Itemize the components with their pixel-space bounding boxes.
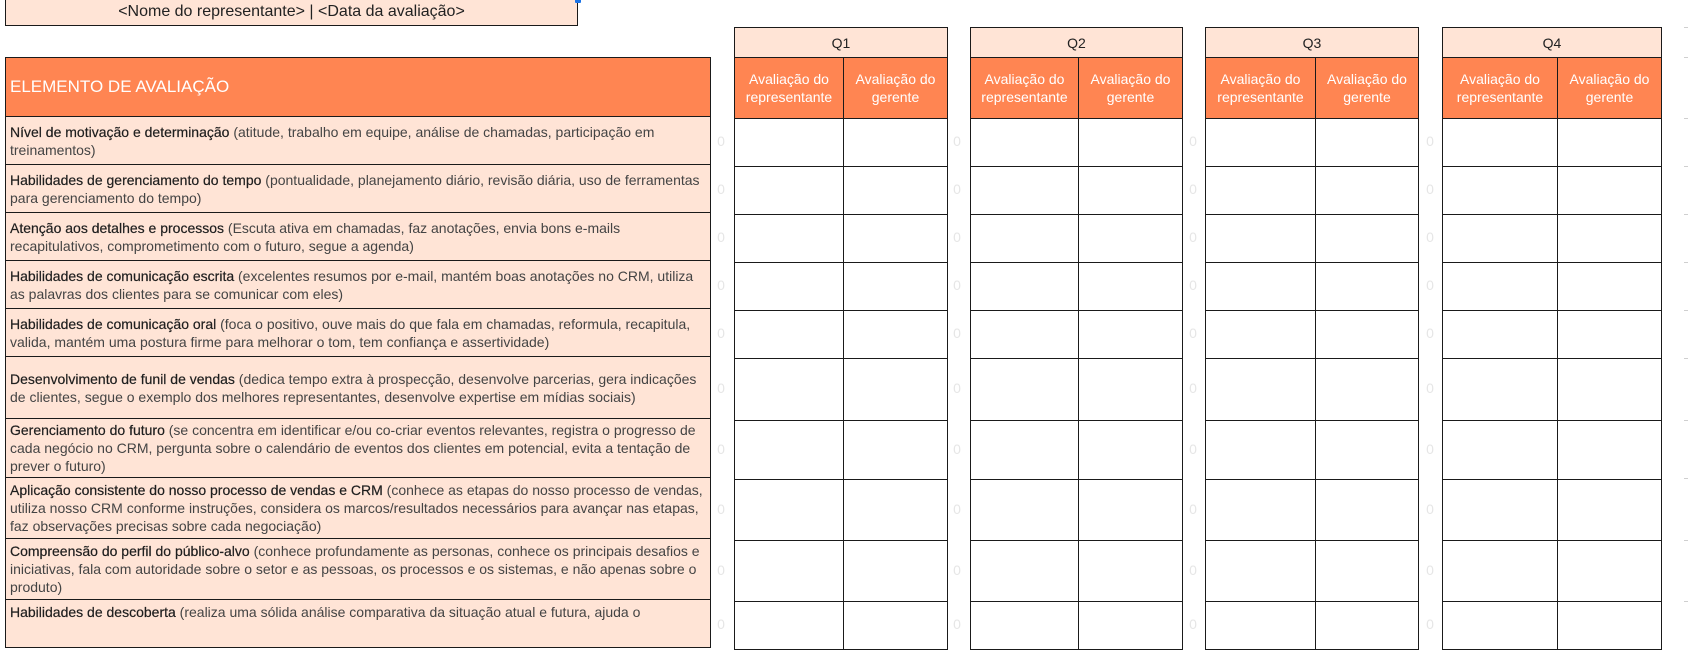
element-row[interactable]: Atenção aos detalhes e processos (Escuta ativa em chamadas, faz anotações, envia bons e-mails recapitulativos, comprometimento com o futuro, segue a agenda) <box>6 213 711 261</box>
mgr-rating-cell[interactable] <box>844 602 948 650</box>
mgr-rating-cell[interactable] <box>1558 311 1662 359</box>
mgr-rating-cell[interactable] <box>1079 167 1183 215</box>
mgr-rating-cell[interactable] <box>1316 602 1419 650</box>
gridline-tick <box>1684 166 1688 167</box>
quarter-q3-table <box>1205 27 1419 650</box>
element-row[interactable]: Habilidades de comunicação oral (foca o positivo, ouve mais do que fala em chamadas, reformula, recapitula, valida, mantém uma postura firme para melhorar o tom, tem confiança e assertividade) <box>6 309 711 357</box>
rep-rating-cell[interactable] <box>1206 263 1316 311</box>
evaluation-elements-table <box>5 57 711 648</box>
rep-rating-cell[interactable] <box>971 263 1079 311</box>
rep-rating-cell[interactable] <box>735 119 844 167</box>
score-zero-value: 0 <box>717 229 725 245</box>
rep-rating-cell[interactable] <box>1443 119 1558 167</box>
rep-rating-cell[interactable] <box>971 480 1079 541</box>
score-zero-value: 0 <box>717 380 725 396</box>
score-zero-value: 0 <box>1189 325 1197 341</box>
mgr-rating-cell[interactable] <box>1558 480 1662 541</box>
score-zero-value: 0 <box>1189 181 1197 197</box>
score-zero-value: 0 <box>717 133 725 149</box>
rep-rating-cell[interactable] <box>1206 541 1316 602</box>
element-row[interactable]: Aplicação consistente do nosso processo de vendas e CRM (conhece as etapas do nosso processo de vendas, utiliza nosso CRM conforme instruções, considera os marcos/resultados necessários para avançar nas etapas, faz observações precisas sobre cada negociação) <box>6 478 711 539</box>
rep-rating-cell[interactable] <box>1206 311 1316 359</box>
mgr-rating-cell[interactable] <box>844 480 948 541</box>
score-zero-value: 0 <box>953 616 961 632</box>
rep-rating-cell[interactable] <box>1443 602 1558 650</box>
col-mgr-rating-header: Avaliação do gerente <box>1316 58 1419 119</box>
rep-rating-cell[interactable] <box>735 359 844 421</box>
score-zero-value: 0 <box>1426 229 1434 245</box>
score-zero-value: 0 <box>717 440 725 457</box>
score-zero-value: 0 <box>953 229 961 245</box>
score-zero-value: 0 <box>717 181 725 197</box>
score-zero-value: 0 <box>1189 277 1197 293</box>
score-zero-value: 0 <box>953 133 961 149</box>
mgr-rating-cell[interactable] <box>844 263 948 311</box>
col-mgr-rating-header: Avaliação do gerente <box>844 58 948 119</box>
score-zero-value: 0 <box>717 616 725 632</box>
mgr-rating-cell[interactable] <box>1558 602 1662 650</box>
element-row[interactable]: Habilidades de gerenciamento do tempo (pontualidade, planejamento diário, revisão diária, uso de ferramentas para gerenciamento do tempo) <box>6 165 711 213</box>
mgr-rating-cell[interactable] <box>1316 480 1419 541</box>
quarter-title: Q1 <box>735 28 948 58</box>
score-zero-value: 0 <box>1426 380 1434 396</box>
rep-rating-cell[interactable] <box>971 167 1079 215</box>
score-zero-value: 0 <box>1426 616 1434 632</box>
rep-rating-cell[interactable] <box>1443 541 1558 602</box>
mgr-rating-cell[interactable] <box>844 421 948 480</box>
rep-rating-cell[interactable] <box>971 119 1079 167</box>
quarter-q4-table <box>1442 27 1662 650</box>
rep-rating-cell[interactable] <box>1206 602 1316 650</box>
mgr-rating-cell[interactable] <box>1316 119 1419 167</box>
rep-rating-cell[interactable] <box>971 602 1079 650</box>
rep-rating-cell[interactable] <box>971 311 1079 359</box>
score-zero-value: 0 <box>717 325 725 341</box>
mgr-rating-cell[interactable] <box>1079 359 1183 421</box>
rep-rating-cell[interactable] <box>971 359 1079 421</box>
score-zero-value: 0 <box>1189 616 1197 632</box>
mgr-rating-cell[interactable] <box>1558 215 1662 263</box>
quarter-q1-table <box>734 27 948 650</box>
rep-rating-cell[interactable] <box>1443 167 1558 215</box>
gridline-tick <box>1684 57 1688 58</box>
score-zero-value: 0 <box>1189 561 1197 578</box>
gridline-tick <box>1684 27 1688 28</box>
mgr-rating-cell[interactable] <box>844 119 948 167</box>
score-zero-value: 0 <box>953 325 961 341</box>
mgr-rating-cell[interactable] <box>1079 602 1183 650</box>
element-row[interactable]: Desenvolvimento de funil de vendas (dedica tempo extra à prospecção, desenvolve parcerias, gera indicações de clientes, segue o exemplo dos melhores representantes, desenvolve expertise em mídias sociais) <box>6 357 711 419</box>
gridline-tick <box>1684 214 1688 215</box>
score-zero-value: 0 <box>1189 133 1197 149</box>
gridline-tick <box>1684 310 1688 311</box>
rep-rating-cell[interactable] <box>971 215 1079 263</box>
quarter-title: Q4 <box>1443 28 1662 58</box>
mgr-rating-cell[interactable] <box>844 359 948 421</box>
mgr-rating-cell[interactable] <box>844 311 948 359</box>
score-zero-value: 0 <box>1426 325 1434 341</box>
mgr-rating-cell[interactable] <box>1558 541 1662 602</box>
rep-rating-cell[interactable] <box>735 480 844 541</box>
rep-rating-cell[interactable] <box>1206 359 1316 421</box>
score-zero-value: 0 <box>1189 500 1197 517</box>
score-zero-value: 0 <box>1426 181 1434 197</box>
gridline-tick <box>1684 601 1688 602</box>
score-zero-value: 0 <box>1426 277 1434 293</box>
rep-rating-cell[interactable] <box>1443 480 1558 541</box>
score-zero-value: 0 <box>953 181 961 197</box>
score-zero-value: 0 <box>953 500 961 517</box>
mgr-rating-cell[interactable] <box>1558 359 1662 421</box>
mgr-rating-cell[interactable] <box>1316 541 1419 602</box>
elements-header: ELEMENTO DE AVALIAÇÃO <box>6 58 711 117</box>
gridline-tick <box>1684 540 1688 541</box>
mgr-rating-cell[interactable] <box>1316 263 1419 311</box>
rep-rating-cell[interactable] <box>735 263 844 311</box>
score-zero-value: 0 <box>717 500 725 517</box>
rep-rating-cell[interactable] <box>1206 119 1316 167</box>
score-zero-value: 0 <box>953 561 961 578</box>
rep-rating-cell[interactable] <box>735 541 844 602</box>
rep-rating-cell[interactable] <box>735 421 844 480</box>
rep-rating-cell[interactable] <box>735 167 844 215</box>
mgr-rating-cell[interactable] <box>1079 119 1183 167</box>
mgr-rating-cell[interactable] <box>1316 421 1419 480</box>
rep-rating-cell[interactable] <box>1443 359 1558 421</box>
rep-rating-cell[interactable] <box>735 602 844 650</box>
mgr-rating-cell[interactable] <box>1316 167 1419 215</box>
rep-rating-cell[interactable] <box>1443 421 1558 480</box>
mgr-rating-cell[interactable] <box>1558 263 1662 311</box>
gridline-tick <box>1684 262 1688 263</box>
rep-rating-cell[interactable] <box>1206 215 1316 263</box>
rep-rating-cell[interactable] <box>1206 421 1316 480</box>
score-zero-value: 0 <box>717 561 725 578</box>
mgr-rating-cell[interactable] <box>844 541 948 602</box>
score-zero-value: 0 <box>717 277 725 293</box>
score-zero-value: 0 <box>1189 440 1197 457</box>
rep-rating-cell[interactable] <box>1443 311 1558 359</box>
rep-rating-cell[interactable] <box>971 541 1079 602</box>
score-zero-value: 0 <box>1189 229 1197 245</box>
score-zero-value: 0 <box>953 277 961 293</box>
quarter-title: Q3 <box>1206 28 1419 58</box>
rep-rating-cell[interactable] <box>735 311 844 359</box>
mgr-rating-cell[interactable] <box>1079 421 1183 480</box>
rep-rating-cell[interactable] <box>735 215 844 263</box>
mgr-rating-cell[interactable] <box>1316 215 1419 263</box>
rep-rating-cell[interactable] <box>1206 480 1316 541</box>
mgr-rating-cell[interactable] <box>844 167 948 215</box>
rep-name-date-cell[interactable] <box>5 0 578 26</box>
score-zero-value: 0 <box>1426 561 1434 578</box>
col-rep-rating-header: Avaliação do representante <box>1443 58 1558 119</box>
score-zero-value: 0 <box>1426 133 1434 149</box>
rep-rating-cell[interactable] <box>1443 263 1558 311</box>
col-rep-rating-header: Avaliação do representante <box>971 58 1079 119</box>
mgr-rating-cell[interactable] <box>1558 421 1662 480</box>
rep-rating-cell[interactable] <box>1206 167 1316 215</box>
mgr-rating-cell[interactable] <box>1558 167 1662 215</box>
mgr-rating-cell[interactable] <box>1079 541 1183 602</box>
col-mgr-rating-header: Avaliação do gerente <box>1079 58 1183 119</box>
col-rep-rating-header: Avaliação do representante <box>735 58 844 119</box>
mgr-rating-cell[interactable] <box>844 215 948 263</box>
score-zero-value: 0 <box>1189 380 1197 396</box>
rep-name-date-text: <Nome do representante> | <Data da avaliação> <box>118 3 465 20</box>
gridline-tick <box>1684 478 1688 479</box>
element-row[interactable]: Nível de motivação e determinação (atitude, trabalho em equipe, análise de chamadas, participação em treinamentos) <box>6 117 711 165</box>
selection-handle-icon[interactable] <box>575 0 581 3</box>
score-zero-value: 0 <box>1426 440 1434 457</box>
rep-rating-cell[interactable] <box>971 421 1079 480</box>
quarter-q2-table <box>970 27 1183 650</box>
score-zero-value: 0 <box>1426 500 1434 517</box>
gridline-tick <box>1684 420 1688 421</box>
gridline-tick <box>1684 358 1688 359</box>
col-mgr-rating-header: Avaliação do gerente <box>1558 58 1662 119</box>
mgr-rating-cell[interactable] <box>1079 215 1183 263</box>
element-row[interactable]: Compreensão do perfil do público-alvo (conhece profundamente as personas, conhece os principais desafios e iniciativas, fala com autoridade sobre o setor e as pessoas, os processos e os sistemas, e não apenas sobre o produto) <box>6 539 711 600</box>
rep-rating-cell[interactable] <box>1443 215 1558 263</box>
element-row[interactable]: Habilidades de descoberta (realiza uma sólida análise comparativa da situação atual e futura, ajuda o <box>6 600 711 648</box>
element-row[interactable]: Gerenciamento do futuro (se concentra em identificar e/ou co-criar eventos relevantes, registra o progresso de cada negócio no CRM, pergunta sobre o calendário de eventos dos clientes em potencial, evita a tentação de prever o futuro) <box>6 419 711 478</box>
mgr-rating-cell[interactable] <box>1558 119 1662 167</box>
gridline-tick <box>1684 118 1688 119</box>
col-rep-rating-header: Avaliação do representante <box>1206 58 1316 119</box>
mgr-rating-cell[interactable] <box>1316 311 1419 359</box>
element-row[interactable]: Habilidades de comunicação escrita (excelentes resumos por e-mail, mantém boas anotações no CRM, utiliza as palavras dos clientes para se comunicar com eles) <box>6 261 711 309</box>
mgr-rating-cell[interactable] <box>1079 263 1183 311</box>
score-zero-value: 0 <box>953 440 961 457</box>
mgr-rating-cell[interactable] <box>1079 311 1183 359</box>
score-zero-value: 0 <box>953 380 961 396</box>
quarter-title: Q2 <box>971 28 1183 58</box>
mgr-rating-cell[interactable] <box>1316 359 1419 421</box>
mgr-rating-cell[interactable] <box>1079 480 1183 541</box>
